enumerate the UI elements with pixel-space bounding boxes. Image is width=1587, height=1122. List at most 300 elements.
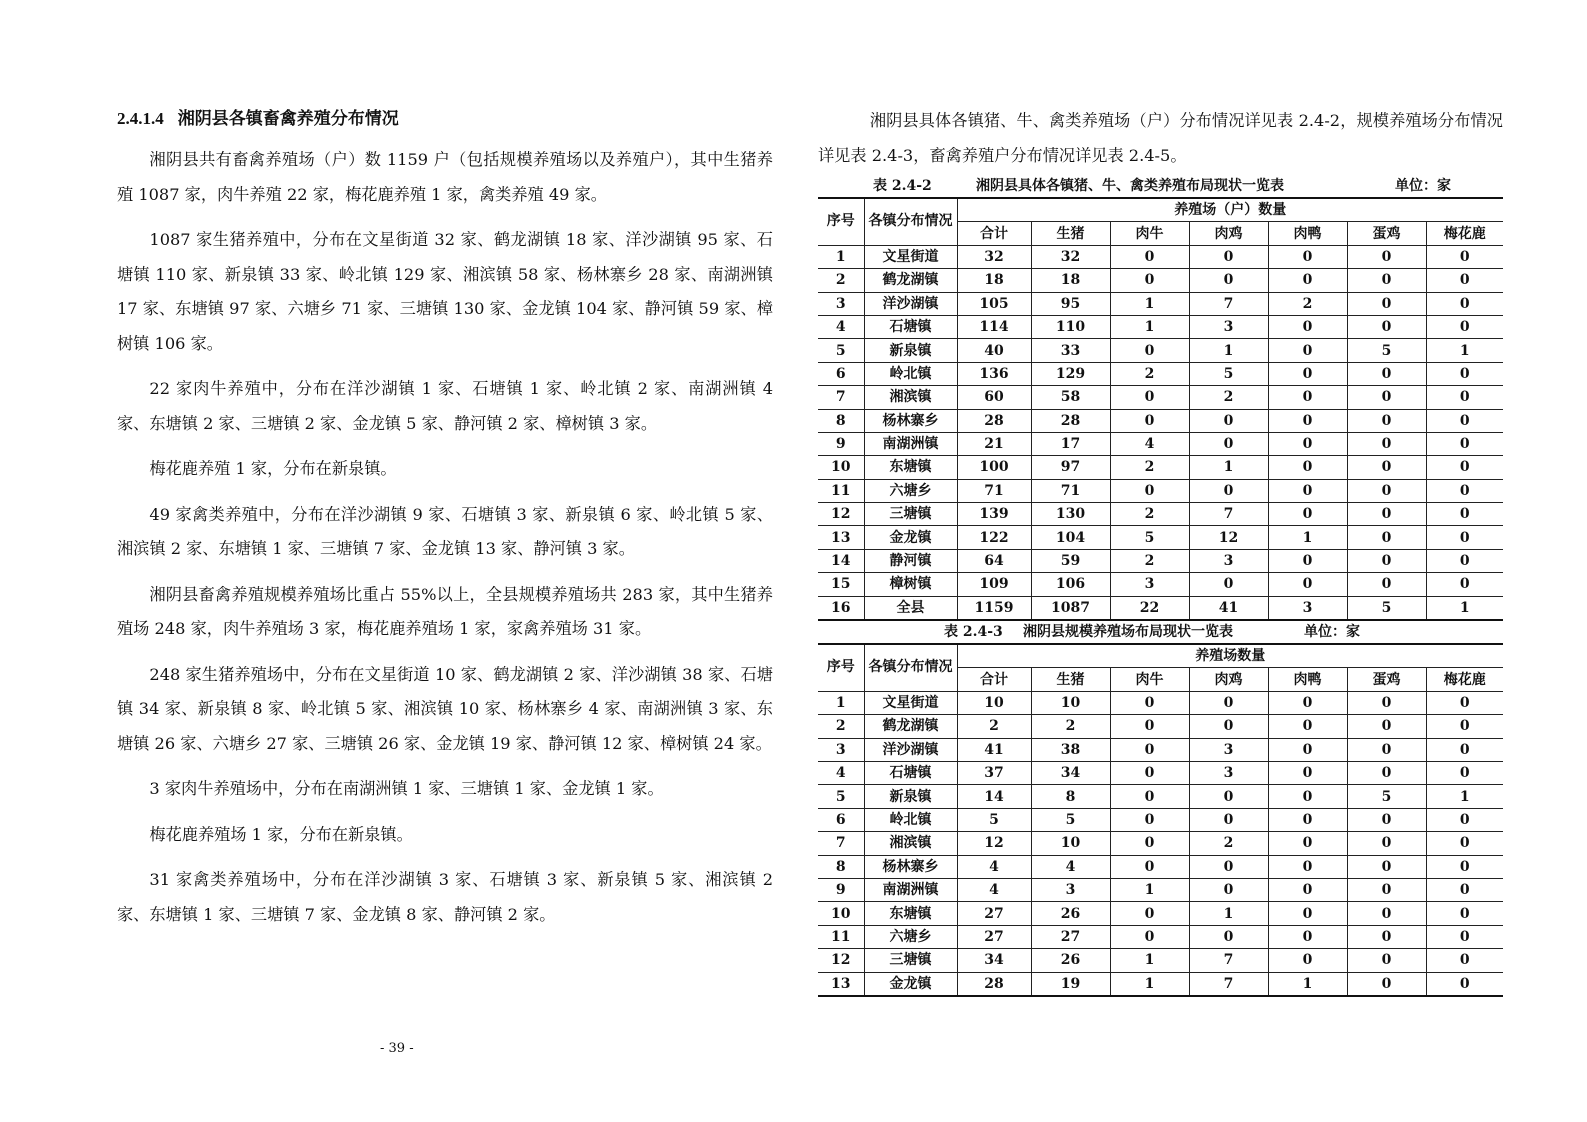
row-number-cell: 1 [818,691,864,714]
count-cell: 0 [1347,456,1426,479]
count-cell: 2 [1268,292,1347,315]
count-cell: 0 [1347,902,1426,925]
count-cell: 0 [1426,949,1503,972]
count-cell: 0 [1268,691,1347,714]
count-cell: 27 [957,902,1031,925]
count-cell: 0 [1268,503,1347,526]
row-number-cell: 4 [818,761,864,784]
table-row [818,573,1503,596]
count-cell: 5 [1347,785,1426,808]
count-cell: 19 [1031,972,1110,996]
count-cell: 3 [1189,549,1268,572]
section-heading [117,104,773,129]
count-cell: 1 [1426,785,1503,808]
town-cell: 洋沙湖镇 [864,292,957,315]
count-cell: 0 [1347,972,1426,996]
count-cell: 18 [1031,269,1110,292]
count-cell: 2 [1110,362,1189,385]
town-cell: 全县 [864,596,957,620]
count-cell: 4 [1031,855,1110,878]
count-cell: 1 [1110,292,1189,315]
count-cell: 0 [1110,339,1189,362]
count-cell: 0 [1189,878,1268,901]
table1-col-header: 生猪 [1031,222,1110,245]
count-cell: 0 [1347,315,1426,338]
count-cell: 97 [1031,456,1110,479]
table-row [818,949,1503,972]
count-cell: 1 [1189,902,1268,925]
count-cell: 0 [1110,691,1189,714]
section-title: 湘阴县各镇畜禽养殖分布情况 [177,109,399,129]
page-number: - 39 - [380,1041,414,1056]
count-cell: 0 [1268,386,1347,409]
count-cell: 0 [1347,549,1426,572]
count-cell: 0 [1189,245,1268,268]
count-cell: 0 [1268,738,1347,761]
count-cell: 60 [957,386,1031,409]
table-row [818,738,1503,761]
count-cell: 0 [1110,479,1189,502]
count-cell: 0 [1189,573,1268,596]
count-cell: 1087 [1031,596,1110,620]
town-cell: 文星街道 [864,691,957,714]
count-cell: 129 [1031,362,1110,385]
count-cell: 0 [1347,855,1426,878]
count-cell: 0 [1268,808,1347,831]
count-cell: 0 [1347,691,1426,714]
table-row [818,808,1503,831]
row-number-cell: 6 [818,362,864,385]
count-cell: 0 [1110,902,1189,925]
count-cell: 0 [1347,878,1426,901]
count-cell: 2 [957,715,1031,738]
count-cell: 0 [1268,362,1347,385]
count-cell: 28 [957,409,1031,432]
count-cell: 8 [1031,785,1110,808]
count-cell: 0 [1347,245,1426,268]
count-cell: 2 [1110,503,1189,526]
table2-body [818,644,1503,996]
paragraph-poultry-farms: 49 家禽类养殖中，分布在洋沙湖镇 9 家、石塘镇 3 家、新泉镇 6 家、岭北镇 5 家、湘滨镇 2 家、东塘镇 1 家、三塘镇 7 家、金龙镇 13 家、静河镇 3 家。 [117,504,773,558]
table-row [818,902,1503,925]
table-row [818,479,1503,502]
count-cell: 1 [1110,878,1189,901]
count-cell: 10 [957,691,1031,714]
paragraph-large-scale-summary: 湘阴县畜禽养殖规模养殖场比重占 55%以上，全县规模养殖场共 283 家，其中生猪养殖场 248 家，肉牛养殖场 3 家，梅花鹿养殖场 1 家，家禽养殖场 31 家。 [117,584,773,638]
count-cell: 0 [1426,808,1503,831]
count-cell: 0 [1426,479,1503,502]
table1-col-header: 合计 [957,222,1031,245]
count-cell: 28 [957,972,1031,996]
count-cell: 28 [1031,409,1110,432]
table1-col-header: 肉鸡 [1189,222,1268,245]
table1-col-header: 肉鸭 [1268,222,1347,245]
town-cell: 三塘镇 [864,503,957,526]
town-cell: 樟树镇 [864,573,957,596]
town-cell: 岭北镇 [864,808,957,831]
count-cell: 0 [1268,409,1347,432]
town-cell: 石塘镇 [864,315,957,338]
table-row [818,245,1503,268]
count-cell: 0 [1268,855,1347,878]
table-row [818,691,1503,714]
count-cell: 0 [1426,832,1503,855]
count-cell: 0 [1110,715,1189,738]
count-cell: 0 [1110,409,1189,432]
town-cell: 石塘镇 [864,761,957,784]
row-number-cell: 14 [818,549,864,572]
row-number-cell: 10 [818,902,864,925]
count-cell: 0 [1426,549,1503,572]
town-cell: 南湖洲镇 [864,432,957,455]
table-row [818,596,1503,620]
table-row [818,549,1503,572]
count-cell: 2 [1110,456,1189,479]
row-number-cell: 11 [818,925,864,948]
count-cell: 0 [1426,738,1503,761]
table2-col-header: 蛋鸡 [1347,668,1426,691]
row-number-cell: 16 [818,596,864,620]
count-cell: 5 [1189,362,1268,385]
paragraph-deer-farms: 梅花鹿养殖 1 家，分布在新泉镇。 [149,459,397,478]
count-cell: 0 [1347,503,1426,526]
table-row [818,409,1503,432]
count-cell: 0 [1189,432,1268,455]
count-cell: 1 [1110,972,1189,996]
town-cell: 东塘镇 [864,456,957,479]
town-cell: 杨林寨乡 [864,409,957,432]
table2-col-header: 肉牛 [1110,668,1189,691]
count-cell: 3 [1189,738,1268,761]
count-cell: 0 [1189,691,1268,714]
count-cell: 7 [1189,949,1268,972]
count-cell: 95 [1031,292,1110,315]
count-cell: 0 [1426,761,1503,784]
count-cell: 2 [1189,386,1268,409]
table-row [818,761,1503,784]
count-cell: 2 [1031,715,1110,738]
count-cell: 0 [1110,925,1189,948]
count-cell: 12 [1189,526,1268,549]
table-row [818,925,1503,948]
town-cell: 湘滨镇 [864,386,957,409]
count-cell: 0 [1110,245,1189,268]
count-cell: 71 [957,479,1031,502]
paragraph-summary: 湘阴县共有畜禽养殖场（户）数 1159 户（包括规模养殖场以及养殖户），其中生猪养殖 1087 家，肉牛养殖 22 家，梅花鹿养殖 1 家，禽类养殖 49 家。 [117,150,773,204]
count-cell: 0 [1347,362,1426,385]
table-row [818,526,1503,549]
count-cell: 0 [1189,925,1268,948]
count-cell: 0 [1347,269,1426,292]
count-cell: 7 [1189,292,1268,315]
count-cell: 0 [1426,432,1503,455]
count-cell: 0 [1268,245,1347,268]
town-cell: 南湖洲镇 [864,878,957,901]
count-cell: 0 [1110,269,1189,292]
count-cell: 0 [1110,785,1189,808]
count-cell: 18 [957,269,1031,292]
count-cell: 5 [1031,808,1110,831]
count-cell: 41 [1189,596,1268,620]
town-cell: 三塘镇 [864,949,957,972]
count-cell: 0 [1268,761,1347,784]
count-cell: 2 [1110,549,1189,572]
count-cell: 0 [1268,549,1347,572]
count-cell: 0 [1189,269,1268,292]
count-cell: 0 [1189,479,1268,502]
count-cell: 0 [1426,715,1503,738]
table2-header-group: 养殖场数量 [957,644,1503,668]
row-number-cell: 15 [818,573,864,596]
table-row [818,386,1503,409]
count-cell: 0 [1347,573,1426,596]
count-cell: 0 [1347,526,1426,549]
count-cell: 33 [1031,339,1110,362]
row-number-cell: 7 [818,832,864,855]
town-cell: 洋沙湖镇 [864,738,957,761]
count-cell: 32 [1031,245,1110,268]
count-cell: 0 [1426,526,1503,549]
table-row [818,292,1503,315]
town-cell: 六塘乡 [864,925,957,948]
count-cell: 5 [1347,339,1426,362]
town-cell: 杨林寨乡 [864,855,957,878]
count-cell: 0 [1426,245,1503,268]
count-cell: 0 [1268,785,1347,808]
count-cell: 5 [1110,526,1189,549]
row-number-cell: 13 [818,526,864,549]
paragraph-cattle-farms: 22 家肉牛养殖中，分布在洋沙湖镇 1 家、石塘镇 1 家、岭北镇 2 家、南湖洲镇 4 家、东塘镇 2 家、三塘镇 2 家、金龙镇 5 家、静河镇 2 家、樟树镇 3 家。 [117,379,773,433]
table-row [818,362,1503,385]
count-cell: 0 [1110,808,1189,831]
count-cell: 22 [1110,596,1189,620]
row-number-cell: 4 [818,315,864,338]
row-number-cell: 8 [818,855,864,878]
town-cell: 东塘镇 [864,902,957,925]
table2-header-town: 各镇分布情况 [864,644,957,691]
count-cell: 1159 [957,596,1031,620]
row-number-cell: 5 [818,785,864,808]
town-cell: 岭北镇 [864,362,957,385]
count-cell: 0 [1347,409,1426,432]
count-cell: 5 [1347,596,1426,620]
count-cell: 7 [1189,503,1268,526]
row-number-cell: 13 [818,972,864,996]
right-column [818,104,1503,997]
count-cell: 0 [1268,949,1347,972]
count-cell: 38 [1031,738,1110,761]
table-row [818,269,1503,292]
count-cell: 4 [957,855,1031,878]
table-row [818,456,1503,479]
row-number-cell: 7 [818,386,864,409]
table-row [818,315,1503,338]
count-cell: 41 [957,738,1031,761]
table2-header-seq: 序号 [818,644,864,691]
row-number-cell: 9 [818,878,864,901]
count-cell: 105 [957,292,1031,315]
count-cell: 0 [1426,386,1503,409]
table-row [818,972,1503,996]
count-cell: 1 [1426,339,1503,362]
table1-col-header: 肉牛 [1110,222,1189,245]
count-cell: 21 [957,432,1031,455]
count-cell: 0 [1426,855,1503,878]
count-cell: 0 [1347,949,1426,972]
row-number-cell: 6 [818,808,864,831]
row-number-cell: 10 [818,456,864,479]
count-cell: 0 [1426,691,1503,714]
row-number-cell: 8 [818,409,864,432]
count-cell: 37 [957,761,1031,784]
table2-unit: 单位：家 [1304,624,1360,641]
table2-col-header: 肉鸡 [1189,668,1268,691]
table1-title: 湘阴县具体各镇猪、牛、禽类养殖布局现状一览表 [976,178,1284,194]
row-number-cell: 2 [818,715,864,738]
table2-col-header: 生猪 [1031,668,1110,691]
count-cell: 1 [1110,315,1189,338]
count-cell: 0 [1268,715,1347,738]
count-cell: 0 [1268,479,1347,502]
count-cell: 17 [1031,432,1110,455]
count-cell: 0 [1110,386,1189,409]
table1-unit: 单位：家 [1395,178,1451,194]
count-cell: 12 [957,832,1031,855]
table1-col-header: 蛋鸡 [1347,222,1426,245]
count-cell: 34 [1031,761,1110,784]
count-cell: 104 [1031,526,1110,549]
table1-header-town: 各镇分布情况 [864,198,957,245]
count-cell: 0 [1268,269,1347,292]
count-cell: 0 [1268,573,1347,596]
count-cell: 0 [1110,855,1189,878]
count-cell: 14 [957,785,1031,808]
count-cell: 139 [957,503,1031,526]
count-cell: 0 [1268,832,1347,855]
town-cell: 鹤龙湖镇 [864,715,957,738]
paragraph-large-scale-deer: 梅花鹿养殖场 1 家，分布在新泉镇。 [149,824,413,844]
table-row [818,878,1503,901]
count-cell: 27 [957,925,1031,948]
count-cell: 7 [1189,972,1268,996]
town-cell: 金龙镇 [864,526,957,549]
count-cell: 0 [1426,503,1503,526]
count-cell: 109 [957,573,1031,596]
town-cell: 鹤龙湖镇 [864,269,957,292]
count-cell: 0 [1268,925,1347,948]
count-cell: 1 [1189,456,1268,479]
count-cell: 71 [1031,479,1110,502]
row-number-cell: 5 [818,339,864,362]
table1-header-seq: 序号 [818,198,864,245]
count-cell: 0 [1426,315,1503,338]
table-row [818,715,1503,738]
row-number-cell: 3 [818,738,864,761]
count-cell: 136 [957,362,1031,385]
count-cell: 0 [1426,573,1503,596]
count-cell: 10 [1031,691,1110,714]
count-cell: 100 [957,456,1031,479]
table-row [818,832,1503,855]
count-cell: 0 [1268,432,1347,455]
row-number-cell: 1 [818,245,864,268]
table-row [818,339,1503,362]
count-cell: 59 [1031,549,1110,572]
count-cell: 3 [1031,878,1110,901]
count-cell: 0 [1347,738,1426,761]
paragraph-large-scale-poultry: 31 家禽类养殖场中，分布在洋沙湖镇 3 家、石塘镇 3 家、新泉镇 5 家、湘滨镇 2 家、东塘镇 1 家、三塘镇 7 家、金龙镇 8 家、静河镇 2 家。 [117,870,773,924]
count-cell: 0 [1268,902,1347,925]
count-cell: 0 [1347,925,1426,948]
count-cell: 3 [1110,573,1189,596]
table-row [818,432,1503,455]
count-cell: 1 [1426,596,1503,620]
count-cell: 130 [1031,503,1110,526]
table2-col-header: 梅花鹿 [1426,668,1503,691]
town-cell: 六塘乡 [864,479,957,502]
row-number-cell: 2 [818,269,864,292]
count-cell: 0 [1189,855,1268,878]
count-cell: 1 [1110,949,1189,972]
count-cell: 58 [1031,386,1110,409]
count-cell: 0 [1268,315,1347,338]
table-row [818,785,1503,808]
table1-body [818,198,1503,620]
count-cell: 0 [1347,432,1426,455]
table1-col-header: 梅花鹿 [1426,222,1503,245]
town-cell: 静河镇 [864,549,957,572]
table2 [818,643,1503,997]
count-cell: 0 [1426,362,1503,385]
count-cell: 106 [1031,573,1110,596]
row-number-cell: 11 [818,479,864,502]
table-row [818,855,1503,878]
count-cell: 0 [1347,292,1426,315]
table2-caption [818,621,1503,643]
paragraph-pig-farms: 1087 家生猪养殖中，分布在文星街道 32 家、鹤龙湖镇 18 家、洋沙湖镇 95 家、石塘镇 110 家、新泉镇 33 家、岭北镇 129 家、湘滨镇 58 家、杨林寨乡 28 家、南湖洲镇 17 家、东塘镇 97 家、六塘乡 71 家、三塘镇 130 家、金龙镇 104 家、静河镇 59 家、樟树镇 106 家。 [117,230,773,353]
count-cell: 0 [1268,339,1347,362]
left-column [117,104,773,943]
count-cell: 27 [1031,925,1110,948]
count-cell: 0 [1110,761,1189,784]
count-cell: 0 [1189,409,1268,432]
count-cell: 0 [1426,925,1503,948]
count-cell: 3 [1268,596,1347,620]
table-row [818,503,1503,526]
count-cell: 110 [1031,315,1110,338]
town-cell: 新泉镇 [864,339,957,362]
count-cell: 0 [1426,292,1503,315]
town-cell: 文星街道 [864,245,957,268]
count-cell: 0 [1426,902,1503,925]
count-cell: 0 [1347,808,1426,831]
count-cell: 40 [957,339,1031,362]
town-cell: 金龙镇 [864,972,957,996]
count-cell: 0 [1426,409,1503,432]
count-cell: 26 [1031,902,1110,925]
count-cell: 114 [957,315,1031,338]
count-cell: 1 [1268,972,1347,996]
row-number-cell: 9 [818,432,864,455]
count-cell: 0 [1426,456,1503,479]
count-cell: 0 [1347,832,1426,855]
count-cell: 5 [957,808,1031,831]
count-cell: 32 [957,245,1031,268]
count-cell: 4 [957,878,1031,901]
count-cell: 0 [1110,738,1189,761]
count-cell: 26 [1031,949,1110,972]
row-number-cell: 12 [818,503,864,526]
